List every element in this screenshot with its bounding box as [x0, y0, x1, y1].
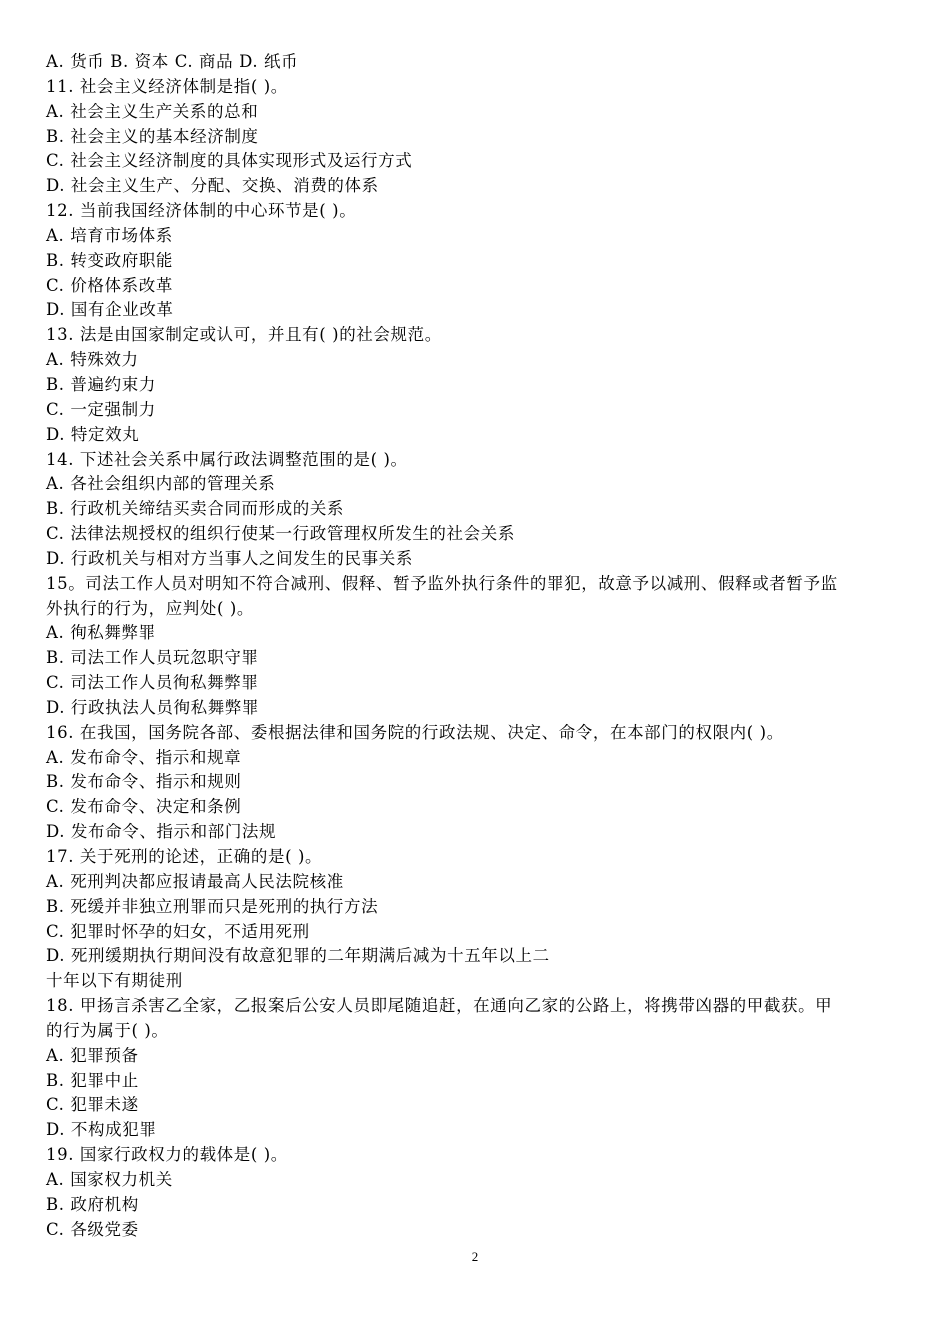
document-line: D. 不构成犯罪	[46, 1120, 157, 1140]
document-line: C. 价格体系改革	[46, 275, 173, 295]
document-line: C. 发布命令、决定和条例	[46, 797, 242, 817]
document-line: A. 货币 B. 资本 C. 商品 D. 纸币	[46, 52, 299, 71]
document-line: A. 死刑判决都应报请最高人民法院核准	[46, 871, 344, 891]
document-line: 12. 当前我国经济体制的中心环节是( )。	[46, 201, 357, 221]
document-line: 13. 法是由国家制定或认可，并且有( )的社会规范。	[46, 325, 442, 345]
document-line: B. 政府机构	[46, 1194, 139, 1214]
document-line: D. 特定效丸	[46, 424, 140, 444]
document-line: A. 特殊效力	[46, 350, 139, 370]
document-line: C. 社会主义经济制度的具体实现形式及运行方式	[46, 151, 413, 171]
document-line: D. 发布命令、指示和部门法规	[46, 822, 277, 842]
document-line: 十年以下有期徒刑	[46, 971, 183, 991]
document-line: B. 转变政府职能	[46, 250, 174, 270]
document-line: B. 发布命令、指示和规则	[46, 772, 242, 792]
document-line: 15。司法工作人员对明知不符合减刑、假释、暂予监外执行条件的罪犯，故意予以减刑、假释或者暂予监	[46, 573, 838, 593]
document-line: 14. 下述社会关系中属行政法调整范围的是( )。	[46, 449, 408, 469]
document-line: D. 行政执法人员徇私舞弊罪	[46, 697, 260, 717]
document-line: A. 各社会组织内部的管理关系	[46, 474, 276, 494]
page-number: 2	[471, 1249, 479, 1264]
document-line: C. 各级党委	[46, 1219, 139, 1239]
document-line: C. 司法工作人员徇私舞弊罪	[46, 673, 259, 693]
document-line: C. 法律法规授权的组织行使某一行政管理权所发生的社会关系	[46, 524, 515, 544]
document-line: C. 一定强制力	[46, 399, 156, 419]
document-line: 18. 甲扬言杀害乙全家，乙报案后公安人员即尾随追赶，在通向乙家的公路上，将携带凶器的甲截获。甲	[46, 996, 833, 1016]
document-line: B. 犯罪中止	[46, 1070, 139, 1090]
document-line: A. 社会主义生产关系的总和	[46, 101, 259, 121]
document-line: D. 社会主义生产、分配、交换、消费的体系	[46, 176, 379, 196]
document-line: B. 社会主义的基本经济制度	[46, 126, 259, 146]
document-line: C. 犯罪时怀孕的妇女，不适用死刑	[46, 921, 310, 941]
document-line: A. 犯罪预备	[46, 1045, 139, 1065]
document-line: D. 行政机关与相对方当事人之间发生的民事关系	[46, 548, 413, 568]
document-line: B. 行政机关缔结买卖合同而形成的关系	[46, 499, 345, 519]
document-line: A. 发布命令、指示和规章	[46, 747, 242, 767]
document-line: B. 死缓并非独立刑罪而只是死刑的执行方法	[46, 896, 379, 916]
document-line: B. 普遍约束力	[46, 374, 156, 394]
document-line: 19. 国家行政权力的载体是( )。	[46, 1145, 288, 1165]
document-line: A. 国家权力机关	[46, 1169, 173, 1189]
document-line: 17. 关于死刑的论述，正确的是( )。	[46, 847, 323, 866]
document-line: C. 犯罪未遂	[46, 1095, 139, 1115]
document-line: 外执行的行为，应判处( )。	[46, 598, 255, 618]
document-line: 16. 在我国，国务院各部、委根据法律和国务院的行政法规、决定、命令，在本部门的权限内( )。	[46, 722, 784, 742]
document-line: A. 徇私舞弊罪	[46, 623, 156, 643]
document-line: 11. 社会主义经济体制是指( )。	[46, 76, 288, 96]
document-line: D. 死刑缓期执行期间没有故意犯罪的二年期满后减为十五年以上二	[46, 946, 550, 966]
document-line: A. 培育市场体系	[46, 225, 173, 245]
document-body	[46, 50, 908, 1243]
document-line: D. 国有企业改革	[46, 300, 174, 320]
document-line: 的行为属于( )。	[46, 1020, 169, 1040]
document-line: B. 司法工作人员玩忽职守罪	[46, 648, 259, 668]
